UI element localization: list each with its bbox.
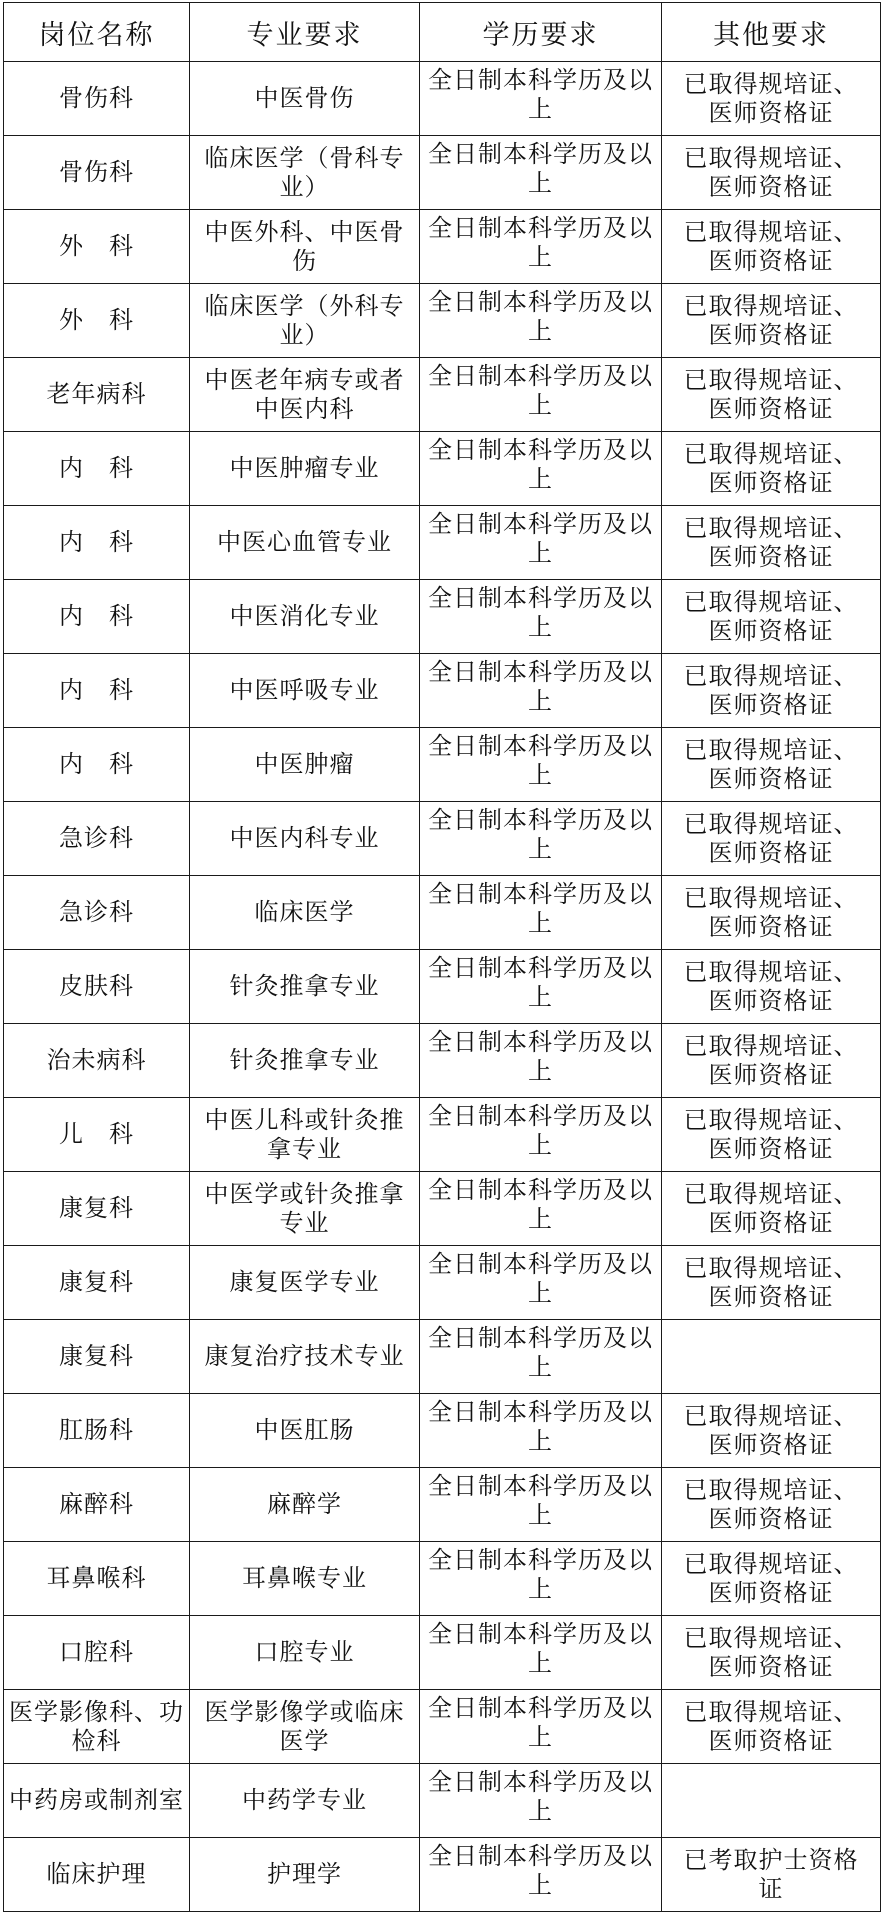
- other-requirement-cell: 已取得规培证、医师资格证: [662, 62, 881, 136]
- post-name-cell: 内 科: [4, 654, 190, 728]
- education-requirement-cell: 全日制本科学历及以上: [420, 1690, 662, 1764]
- major-requirement-cell: 中医外科、中医骨伤: [190, 210, 420, 284]
- education-requirement-cell: 全日制本科学历及以上: [420, 1616, 662, 1690]
- education-requirement-cell: 全日制本科学历及以上: [420, 62, 662, 136]
- education-requirement-cell: 全日制本科学历及以上: [420, 1468, 662, 1542]
- table-row: [4, 136, 881, 210]
- table-row: [4, 1542, 881, 1616]
- other-requirement-cell: 已取得规培证、医师资格证: [662, 876, 881, 950]
- table-row: [4, 1616, 881, 1690]
- table-row: [4, 210, 881, 284]
- post-name-cell: 康复科: [4, 1172, 190, 1246]
- table-header: [4, 3, 881, 62]
- recruitment-table: [3, 2, 881, 1912]
- major-requirement-cell: 口腔专业: [190, 1616, 420, 1690]
- other-requirement-cell: 已取得规培证、医师资格证: [662, 432, 881, 506]
- post-name-cell: 治未病科: [4, 1024, 190, 1098]
- post-name-cell: 肛肠科: [4, 1394, 190, 1468]
- other-requirement-cell: 已取得规培证、医师资格证: [662, 1616, 881, 1690]
- other-requirement-cell: 已取得规培证、医师资格证: [662, 1024, 881, 1098]
- education-requirement-cell: 全日制本科学历及以上: [420, 580, 662, 654]
- other-requirement-cell: [662, 1764, 881, 1838]
- education-requirement-cell: 全日制本科学历及以上: [420, 1838, 662, 1912]
- table-row: [4, 950, 881, 1024]
- education-requirement-cell: 全日制本科学历及以上: [420, 876, 662, 950]
- other-requirement-cell: 已取得规培证、医师资格证: [662, 802, 881, 876]
- other-requirement-cell: 已取得规培证、医师资格证: [662, 1246, 881, 1320]
- table-row: [4, 284, 881, 358]
- table-row: [4, 432, 881, 506]
- post-name-cell: 皮肤科: [4, 950, 190, 1024]
- major-requirement-cell: 中医消化专业: [190, 580, 420, 654]
- major-requirement-cell: 中医心血管专业: [190, 506, 420, 580]
- table-row: [4, 876, 881, 950]
- table-row: [4, 358, 881, 432]
- major-requirement-cell: 康复医学专业: [190, 1246, 420, 1320]
- major-requirement-cell: 医学影像学或临床医学: [190, 1690, 420, 1764]
- education-requirement-cell: 全日制本科学历及以上: [420, 1172, 662, 1246]
- post-name-cell: 外 科: [4, 210, 190, 284]
- major-requirement-cell: 针灸推拿专业: [190, 950, 420, 1024]
- table-row: [4, 654, 881, 728]
- table-row: [4, 1172, 881, 1246]
- header-education-requirement: 学历要求: [420, 3, 662, 62]
- other-requirement-cell: [662, 1320, 881, 1394]
- other-requirement-cell: 已取得规培证、医师资格证: [662, 1098, 881, 1172]
- post-name-cell: 耳鼻喉科: [4, 1542, 190, 1616]
- table-row: [4, 728, 881, 802]
- major-requirement-cell: 中医儿科或针灸推拿专业: [190, 1098, 420, 1172]
- other-requirement-cell: 已取得规培证、医师资格证: [662, 1468, 881, 1542]
- table-row: [4, 1764, 881, 1838]
- education-requirement-cell: 全日制本科学历及以上: [420, 1542, 662, 1616]
- education-requirement-cell: 全日制本科学历及以上: [420, 1764, 662, 1838]
- table-row: [4, 802, 881, 876]
- other-requirement-cell: 已取得规培证、医师资格证: [662, 580, 881, 654]
- other-requirement-cell: 已取得规培证、医师资格证: [662, 506, 881, 580]
- other-requirement-cell: 已取得规培证、医师资格证: [662, 1394, 881, 1468]
- other-requirement-cell: 已取得规培证、医师资格证: [662, 950, 881, 1024]
- education-requirement-cell: 全日制本科学历及以上: [420, 950, 662, 1024]
- post-name-cell: 中药房或制剂室: [4, 1764, 190, 1838]
- other-requirement-cell: 已取得规培证、医师资格证: [662, 136, 881, 210]
- post-name-cell: 儿 科: [4, 1098, 190, 1172]
- other-requirement-cell: 已取得规培证、医师资格证: [662, 728, 881, 802]
- post-name-cell: 内 科: [4, 432, 190, 506]
- post-name-cell: 内 科: [4, 506, 190, 580]
- major-requirement-cell: 耳鼻喉专业: [190, 1542, 420, 1616]
- post-name-cell: 口腔科: [4, 1616, 190, 1690]
- post-name-cell: 内 科: [4, 580, 190, 654]
- post-name-cell: 老年病科: [4, 358, 190, 432]
- post-name-cell: 临床护理: [4, 1838, 190, 1912]
- table-row: [4, 1246, 881, 1320]
- education-requirement-cell: 全日制本科学历及以上: [420, 654, 662, 728]
- major-requirement-cell: 麻醉学: [190, 1468, 420, 1542]
- other-requirement-cell: 已取得规培证、医师资格证: [662, 654, 881, 728]
- education-requirement-cell: 全日制本科学历及以上: [420, 506, 662, 580]
- post-name-cell: 骨伤科: [4, 62, 190, 136]
- post-name-cell: 急诊科: [4, 876, 190, 950]
- table-row: [4, 1394, 881, 1468]
- major-requirement-cell: 康复治疗技术专业: [190, 1320, 420, 1394]
- other-requirement-cell: 已取得规培证、医师资格证: [662, 1542, 881, 1616]
- other-requirement-cell: 已取得规培证、医师资格证: [662, 284, 881, 358]
- post-name-cell: 外 科: [4, 284, 190, 358]
- other-requirement-cell: 已取得规培证、医师资格证: [662, 210, 881, 284]
- education-requirement-cell: 全日制本科学历及以上: [420, 1320, 662, 1394]
- post-name-cell: 麻醉科: [4, 1468, 190, 1542]
- education-requirement-cell: 全日制本科学历及以上: [420, 284, 662, 358]
- post-name-cell: 内 科: [4, 728, 190, 802]
- post-name-cell: 康复科: [4, 1246, 190, 1320]
- major-requirement-cell: 中医肿瘤: [190, 728, 420, 802]
- major-requirement-cell: 中医内科专业: [190, 802, 420, 876]
- major-requirement-cell: 中医肿瘤专业: [190, 432, 420, 506]
- header-other-requirement: 其他要求: [662, 3, 881, 62]
- education-requirement-cell: 全日制本科学历及以上: [420, 1394, 662, 1468]
- header-major-requirement: 专业要求: [190, 3, 420, 62]
- header-post-name: 岗位名称: [4, 3, 190, 62]
- other-requirement-cell: 已取得规培证、医师资格证: [662, 1172, 881, 1246]
- major-requirement-cell: 针灸推拿专业: [190, 1024, 420, 1098]
- major-requirement-cell: 护理学: [190, 1838, 420, 1912]
- table-row: [4, 1468, 881, 1542]
- post-name-cell: 医学影像科、功检科: [4, 1690, 190, 1764]
- post-name-cell: 骨伤科: [4, 136, 190, 210]
- major-requirement-cell: 中医老年病专或者中医内科: [190, 358, 420, 432]
- education-requirement-cell: 全日制本科学历及以上: [420, 1246, 662, 1320]
- table-row: [4, 1320, 881, 1394]
- major-requirement-cell: 临床医学（外科专业）: [190, 284, 420, 358]
- table-row: [4, 1690, 881, 1764]
- education-requirement-cell: 全日制本科学历及以上: [420, 432, 662, 506]
- table-body: [4, 62, 881, 1912]
- major-requirement-cell: 中药学专业: [190, 1764, 420, 1838]
- table-row: [4, 506, 881, 580]
- education-requirement-cell: 全日制本科学历及以上: [420, 1024, 662, 1098]
- other-requirement-cell: 已取得规培证、医师资格证: [662, 1690, 881, 1764]
- table-row: [4, 1838, 881, 1912]
- major-requirement-cell: 中医骨伤: [190, 62, 420, 136]
- education-requirement-cell: 全日制本科学历及以上: [420, 358, 662, 432]
- major-requirement-cell: 临床医学（骨科专业）: [190, 136, 420, 210]
- education-requirement-cell: 全日制本科学历及以上: [420, 136, 662, 210]
- major-requirement-cell: 中医呼吸专业: [190, 654, 420, 728]
- other-requirement-cell: 已取得规培证、医师资格证: [662, 358, 881, 432]
- header-row: [4, 3, 881, 62]
- table-row: [4, 1024, 881, 1098]
- other-requirement-cell: 已考取护士资格证: [662, 1838, 881, 1912]
- post-name-cell: 急诊科: [4, 802, 190, 876]
- major-requirement-cell: 临床医学: [190, 876, 420, 950]
- education-requirement-cell: 全日制本科学历及以上: [420, 802, 662, 876]
- education-requirement-cell: 全日制本科学历及以上: [420, 210, 662, 284]
- education-requirement-cell: 全日制本科学历及以上: [420, 728, 662, 802]
- table-row: [4, 1098, 881, 1172]
- table-row: [4, 580, 881, 654]
- major-requirement-cell: 中医肛肠: [190, 1394, 420, 1468]
- education-requirement-cell: 全日制本科学历及以上: [420, 1098, 662, 1172]
- major-requirement-cell: 中医学或针灸推拿专业: [190, 1172, 420, 1246]
- table-row: [4, 62, 881, 136]
- post-name-cell: 康复科: [4, 1320, 190, 1394]
